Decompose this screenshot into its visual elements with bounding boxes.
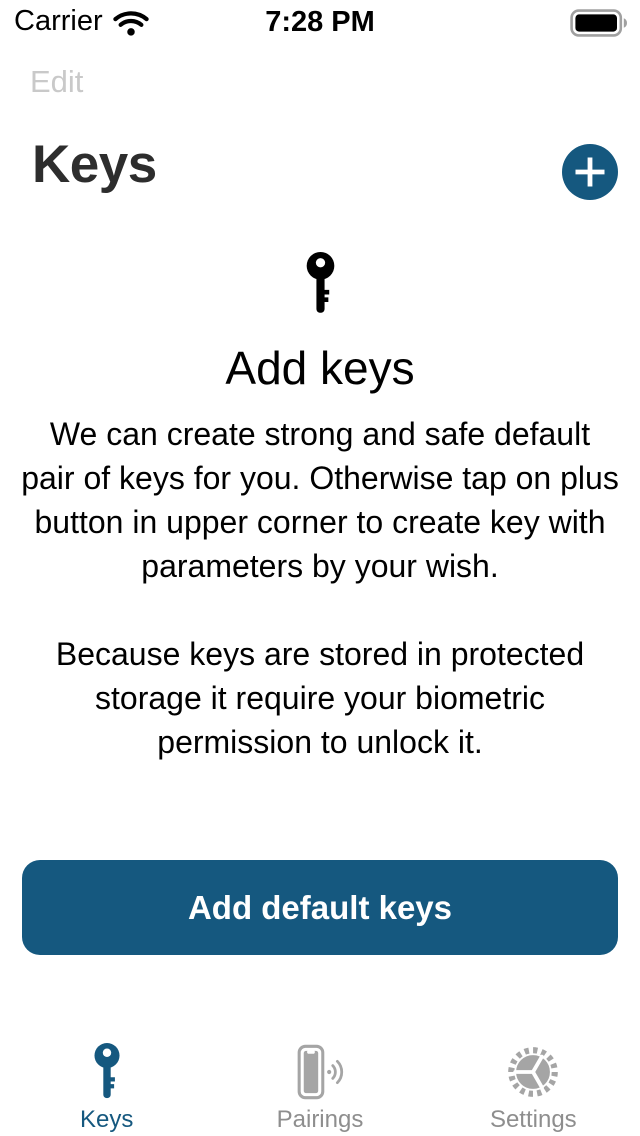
carrier-label: Carrier — [14, 5, 103, 37]
tab-pairings-label: Pairings — [276, 1106, 364, 1133]
tab-keys[interactable] — [0, 1020, 213, 1136]
status-bar — [0, 0, 640, 44]
add-key-button[interactable] — [562, 144, 618, 200]
clock: 7:28 PM — [265, 6, 375, 38]
page-title: Keys — [32, 135, 157, 194]
tab-settings[interactable] — [427, 1020, 640, 1136]
key-icon — [303, 252, 338, 316]
plus-icon — [562, 144, 618, 200]
empty-state — [20, 252, 620, 764]
gear-icon — [505, 1042, 561, 1102]
add-default-keys-button[interactable]: Add default keys — [22, 860, 618, 955]
tab-settings-label: Settings — [489, 1106, 577, 1133]
phone-radiowaves-icon — [295, 1042, 345, 1102]
tab-bar — [0, 1020, 640, 1136]
edit-button[interactable]: Edit — [30, 64, 84, 99]
key-icon — [91, 1042, 123, 1102]
battery-full-icon — [570, 9, 630, 37]
tab-keys-label: Keys — [79, 1106, 134, 1133]
tab-pairings[interactable] — [213, 1020, 426, 1136]
empty-state-paragraph-1: We can create strong and safe default pair of keys for you. Otherwise tap on plus button in upper corner to create key with parameters by your wish. — [21, 416, 619, 584]
empty-state-heading: Add keys — [225, 342, 415, 394]
empty-state-paragraph-2: Because keys are stored in protected storage it require your biometric permission to unlock it. — [55, 636, 585, 760]
